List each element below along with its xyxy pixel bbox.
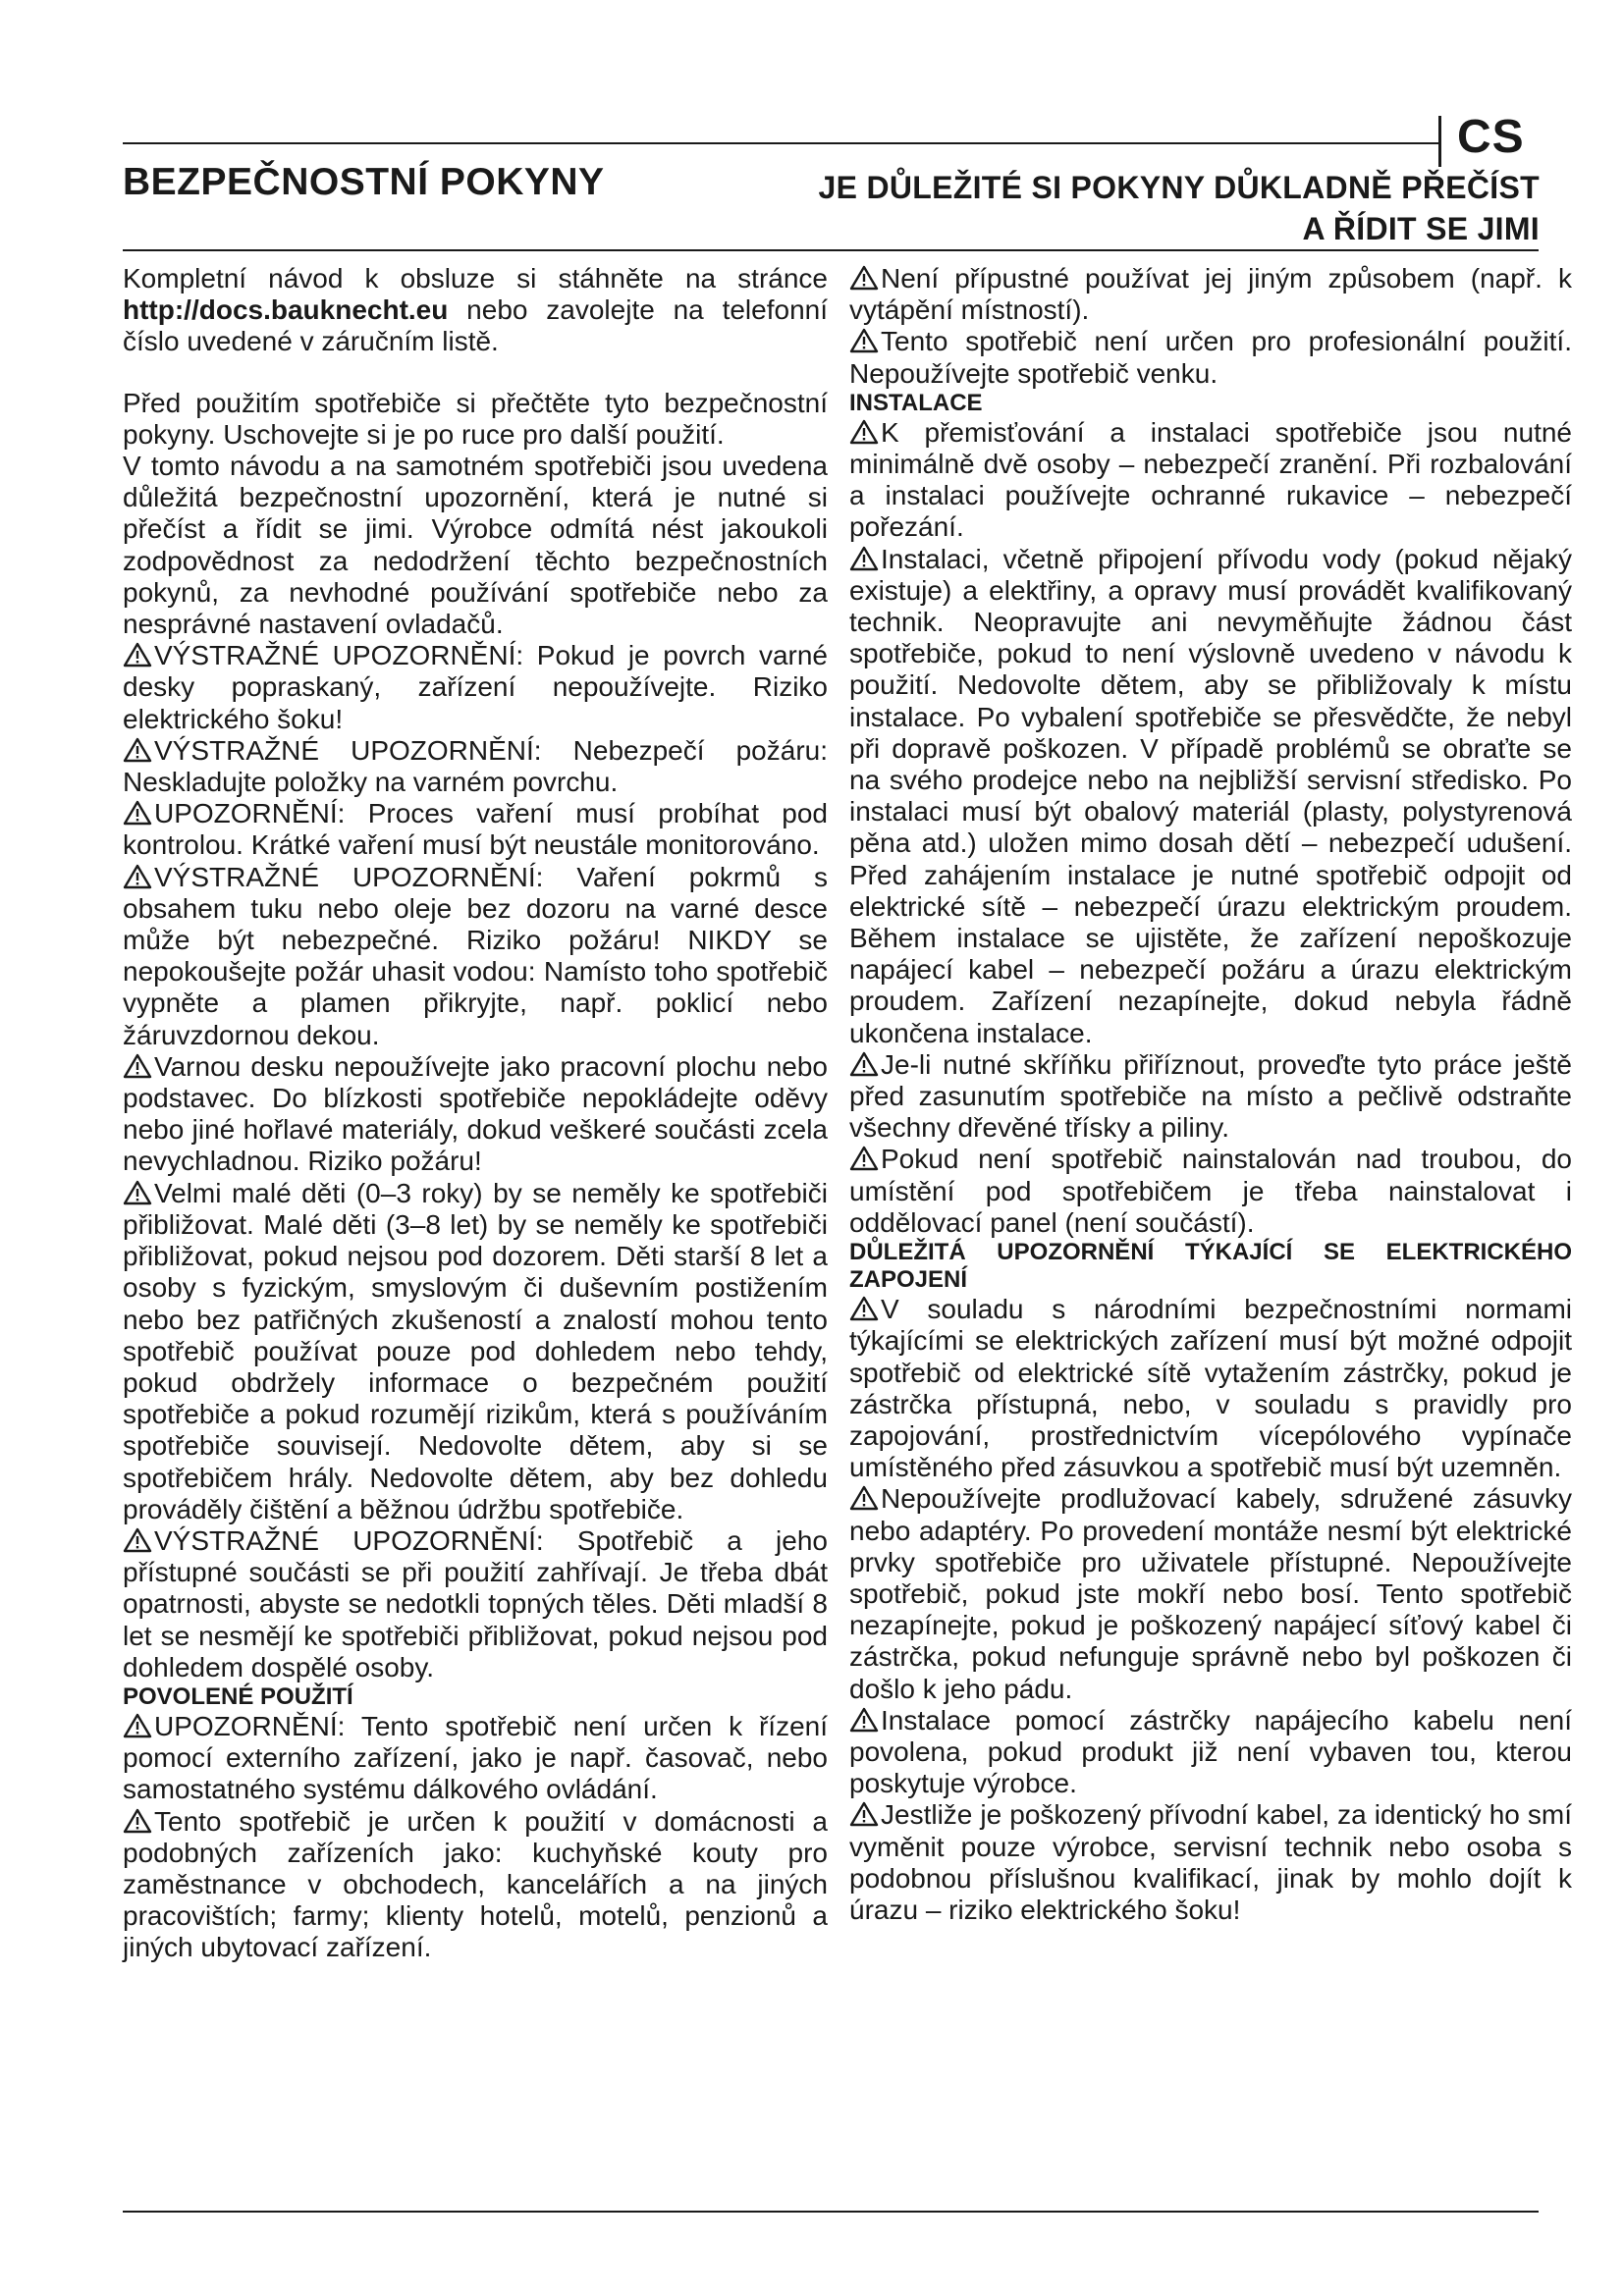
- section-heading-permitted-use: POVOLENÉ POUŽITÍ: [123, 1682, 353, 1710]
- warning-triangle-icon: [123, 737, 152, 763]
- warning-triangle-icon: [849, 1296, 879, 1321]
- footer-rule: [123, 2211, 1539, 2213]
- warning-triangle-icon: [123, 1713, 152, 1738]
- language-tab-divider: [1438, 116, 1441, 167]
- warning-item: [849, 263, 1572, 326]
- warning-text: Varnou desku nepoužívejte jako pracovní plochu nebo podstavec. Do blízkosti spotřebiče nepokládejte oděvy nebo jiné hořlavé materiály, dokud veškeré součásti zcela nevychladnou. Riziko požáru!: [123, 1050, 828, 1177]
- left-column: [123, 263, 828, 1964]
- warning-triangle-icon: [849, 1146, 879, 1171]
- warning-text: Nepoužívejte prodlužovací kabely, sdružené zásuvky nebo adaptéry. Po provedení montáže nesmí být elektrické prvky spotřebiče pro uživatele přístupné. Nepoužívejte spotřebič, pokud jste mokří nebo bosí. Tento spotřebič nezapínejte, pokud je poškozený napájecí síťový kabel či zástrčka, pokud nefunguje správně nebo byl poškozen či došlo k jeho pádu.: [849, 1483, 1572, 1704]
- warning-item: [849, 1144, 1572, 1239]
- page-subtitle-line-2: A ŘÍDIT SE JIMI: [1302, 211, 1540, 246]
- warning-text: VÝSTRAŽNÉ UPOZORNĚNÍ: Nebezpečí požáru: Neskladujte položky na varném povrchu.: [123, 734, 828, 798]
- warning-item: [123, 862, 828, 1051]
- warning-triangle-icon: [849, 1801, 879, 1827]
- warning-text: Tento spotřebič není určen pro profesionální použití. Nepoužívejte spotřebič venku.: [849, 326, 1572, 389]
- warning-item: [123, 640, 828, 735]
- warning-text: UPOZORNĚNÍ: Tento spotřebič není určen k řízení pomocí externího zařízení, jako je např. časovač, nebo samostatného systému dálkového ovládání.: [123, 1710, 828, 1805]
- warning-text: Tento spotřebič je určen k použití v domácnosti a podobných zařízeních jako: kuchyňské kouty pro zaměstnance v obchodech, kancelářích a na jiných pracovištích; farmy; klienty hotelů, motelů, penzionů a jiných ubytovací zařízení.: [123, 1805, 828, 1963]
- warning-item: [123, 1051, 828, 1178]
- warning-triangle-icon: [123, 1527, 152, 1553]
- warning-text: VÝSTRAŽNÉ UPOZORNĚNÍ: Pokud je povrch varné desky popraskaný, zařízení nepoužívejte. Riziko elektrického šoku!: [123, 640, 828, 734]
- warning-item: [123, 1806, 828, 1964]
- warning-text: Není přípustné používat jej jiným způsobem (např. k vytápění místností).: [849, 263, 1572, 326]
- warning-text: K přemisťování a instalaci spotřebiče jsou nutné minimálně dvě osoby – nebezpečí zranění. Při rozbalování a instalaci používejte ochranné rukavice – nebezpečí pořezání.: [849, 416, 1572, 543]
- warning-text: UPOZORNĚNÍ: Proces vaření musí probíhat pod kontrolou. Krátké vaření musí být neustále monitorováno.: [123, 798, 828, 861]
- warning-triangle-icon: [123, 1053, 152, 1079]
- warning-triangle-icon: [849, 265, 879, 291]
- warning-triangle-icon: [849, 1485, 879, 1511]
- intro-text-2: nebo zavolejte na telefonní číslo uvedené v záručním listě.: [123, 294, 828, 357]
- warning-item: [849, 1294, 1572, 1483]
- warning-item: [123, 735, 828, 798]
- warning-text: Velmi malé děti (0–3 roky) by se neměly ke spotřebiči přibližovat. Malé děti (3–8 let) by se neměly ke spotřebiči přibližovat, pokud nejsou pod dozorem. Děti starší 8 let a osoby s fyzickým, smyslovým či duševním postižením nebo bez patřičných zkušeností a znalostí mohou tento spotřebič používat pouze pod dohledem nebo tehdy, pokud obdržely informace o bezpečném použití spotřebiče a pokud rozumějí rizikům, která s používáním spotřebiče souvisejí. Nedovolte dětem, aby si se spotřebičem hrály. Nedovolte dětem, aby bez dohledu prováděly čištění a běžnou údržbu spotřebiče.: [123, 1177, 828, 1524]
- page-title: BEZPEČNOSTNÍ POKYNY: [123, 161, 605, 203]
- warning-item: [849, 326, 1572, 389]
- intro-text: Kompletní návod k obsluze si stáhněte na stránce: [123, 263, 828, 294]
- right-column: [849, 263, 1572, 1926]
- warning-text: Pokud není spotřebič nainstalován nad troubou, do umístění pod spotřebičem je třeba nainstalovat i oddělovací panel (není součástí).: [849, 1144, 1572, 1238]
- warning-triangle-icon: [849, 546, 879, 571]
- language-code: CS: [1457, 111, 1525, 163]
- warning-text: Je-li nutné skříňku přiříznout, proveďte tyto práce ještě před zasunutím spotřebiče na místo a pečlivě odstraňte všechny dřevěné třísky a piliny.: [849, 1048, 1572, 1144]
- warning-triangle-icon: [849, 1051, 879, 1077]
- warning-item: [123, 1178, 828, 1525]
- section-heading-electrical: DŮLEŽITÁ UPOZORNĚNÍ TÝKAJÍCÍ SE ELEKTRICKÉHO ZAPOJENÍ: [849, 1239, 1572, 1294]
- warning-item: [849, 544, 1572, 1049]
- warning-triangle-icon: [123, 642, 152, 667]
- warning-text: Jestliže je poškozený přívodní kabel, za identický ho smí vyměnit pouze výrobce, servisní technik nebo osoba s podobnou příslušnou kvalifikací, jinak by mohlo dojít k úrazu – riziko elektrického šoku!: [849, 1799, 1572, 1925]
- warning-item: [849, 1799, 1572, 1926]
- warning-item: [123, 798, 828, 861]
- paragraph: V tomto návodu a na samotném spotřebiči jsou uvedena důležitá bezpečnostní upozornění, která je nutné si přečíst a řídit se jimi. Výrobce odmítá nést jakoukoli zodpovědnost za nedodržení těchto bezpečnostních pokynů, za nevhodné používání spotřebiče nebo za nesprávné nastavení ovladačů.: [123, 451, 828, 640]
- warning-item: [123, 1711, 828, 1806]
- warning-triangle-icon: [123, 800, 152, 826]
- manual-download-link[interactable]: http://docs.bauknecht.eu: [123, 294, 449, 326]
- warning-triangle-icon: [123, 1808, 152, 1834]
- intro-paragraph: [123, 263, 828, 358]
- warning-triangle-icon: [849, 419, 879, 445]
- header-rule: [123, 249, 1539, 251]
- warning-text: Instalace pomocí zástrčky napájecího kabelu není povolena, pokud produkt již není vybaven tou, kterou poskytuje výrobce.: [849, 1704, 1572, 1799]
- warning-text: V souladu s národními bezpečnostními normami týkajícími se elektrických zařízení musí být možné odpojit spotřebič od elektrické sítě vytažením zástrčky, pokud je zástrčka přístupná, nebo, v souladu s pravidly pro zapojování, prostřednictvím vícepólového vypínače umístěného před zásuvkou a spotřebič musí být uzemněn.: [849, 1294, 1572, 1483]
- page-subtitle: [819, 167, 1540, 249]
- warning-triangle-icon: [849, 328, 879, 353]
- spacer: [123, 358, 828, 388]
- paragraph: Před použitím spotřebiče si přečtěte tyto bezpečnostní pokyny. Uschovejte si je po ruce pro další použití.: [123, 387, 828, 450]
- warning-triangle-icon: [123, 864, 152, 889]
- warning-text: VÝSTRAŽNÉ UPOZORNĚNÍ: Spotřebič a jeho přístupné součásti se při použití zahřívají. Je třeba dbát opatrnosti, abyste se nedotkli topných těles. Děti mladší 8 let se nesmějí ke spotřebiči přibližovat, pokud nejsou pod dohledem dospělé osoby.: [123, 1524, 828, 1682]
- page-subtitle-line-1: JE DŮLEŽITÉ SI POKYNY DŮKLADNĚ PŘEČÍST: [818, 170, 1540, 205]
- warning-triangle-icon: [849, 1707, 879, 1733]
- warning-item: [849, 1705, 1572, 1800]
- warning-item: [849, 1483, 1572, 1704]
- warning-triangle-icon: [123, 1180, 152, 1205]
- warning-text: VÝSTRAŽNÉ UPOZORNĚNÍ: Vaření pokrmů s obsahem tuku nebo oleje bez dozoru na varné desce může být nebezpečné. Riziko požáru! NIKDY se nepokoušejte požár uhasit vodou: Namísto toho spotřebič vypněte a plamen přikryjte, např. poklicí nebo žáruvzdornou dekou.: [123, 861, 828, 1050]
- warning-text: Instalaci, včetně připojení přívodu vody (pokud nějaký existuje) a elektřiny, a opravy musí provádět kvalifikovaný technik. Neopravujte ani nevyměňujte žádnou část spotřebiče, pokud to není výslovně uvedeno v návodu k použití. Nedovolte dětem, aby se přibližovaly k místu instalace. Po vybalení spotřebiče se přesvědčte, že nebyl při dopravě poškozen. V případě problémů se obraťte se na svého prodejce nebo na nejbližší servisní středisko. Po instalaci musí být obalový materiál (plasty, polystyrenová pěna atd.) uložen mimo dosah dětí – nebezpečí udušení. Před zahájením instalace je nutné spotřebič odpojit od elektrické sítě – nebezpečí úrazu elektrickým proudem. Během instalace se ujistěte, že zařízení nepoškozuje napájecí kabel – nebezpečí požáru a úrazu elektrickým proudem. Zařízení nezapínejte, dokud nebyla řádně ukončena instalace.: [849, 543, 1572, 1048]
- warning-item: [849, 417, 1572, 544]
- section-heading-installation: INSTALACE: [849, 389, 983, 416]
- warning-item: [849, 1049, 1572, 1145]
- warning-item: [123, 1525, 828, 1683]
- top-rule: [123, 142, 1438, 144]
